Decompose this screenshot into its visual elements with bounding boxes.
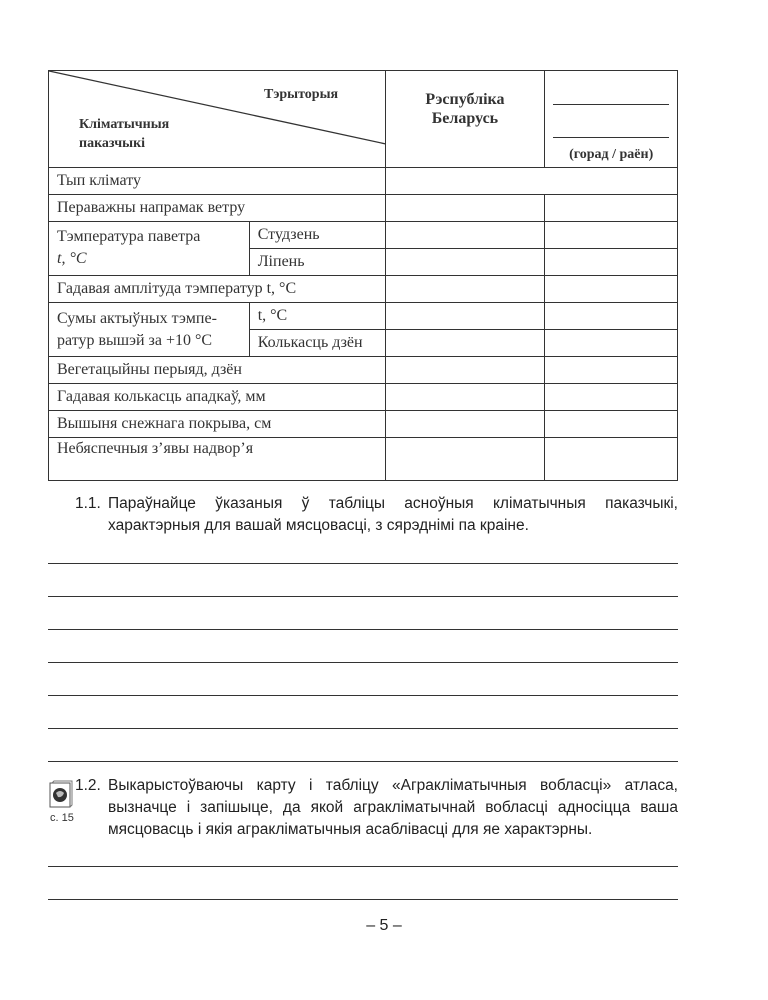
answer-line[interactable] — [48, 629, 678, 630]
own-locality-header[interactable]: (горад / раён) — [545, 71, 678, 168]
task-1-1: 1.1. Параўнайце ўказаныя ў табліцы асноўныя кліматычныя паказчыкі, характэрныя для вашай мясцовасці, з сярэднімі па краіне. — [75, 495, 678, 534]
indicators-label: Кліматычныя паказчыкі — [79, 117, 170, 151]
atlas-icon — [49, 780, 73, 808]
table-row: Тып клімату — [49, 168, 678, 195]
page-number: – 5 – — [366, 917, 402, 934]
table-row: Гадавая колькасць ападкаў, мм — [49, 384, 678, 411]
answer-line[interactable] — [48, 899, 678, 900]
answer-line[interactable] — [48, 866, 678, 867]
answer-line[interactable] — [48, 761, 678, 762]
territory-label: Тэрыторыя — [264, 87, 339, 102]
table-row: Вегетацыйны перыяд, дзён — [49, 357, 678, 384]
table-row: Небяспечныя з’явы надвор’я — [49, 438, 678, 481]
table-row: Гадавая амплітуда тэмператур t, °C — [49, 276, 678, 303]
answer-line[interactable] — [48, 662, 678, 663]
atlas-page-ref: с. 15 — [50, 812, 74, 824]
table-row: Тэмпература паветра t, °C Студзень — [49, 222, 678, 249]
answer-line[interactable] — [48, 596, 678, 597]
answer-line[interactable] — [48, 728, 678, 729]
republic-header: Рэспубліка Беларусь — [385, 71, 545, 168]
climate-table — [48, 70, 678, 481]
answer-line[interactable] — [48, 695, 678, 696]
table-row: Колькасць дзён — [49, 330, 678, 357]
task-1-2: 1.2. Выкарыстоўваючы карту і табліцу «Агракліматычныя вобласці» атласа, вызначце і запішыце, да якой агракліматычнай вобласці адносіцца ваша мясцовасць і якія агракліматычныя асаблівасці для яе характэрны. — [75, 777, 678, 838]
answer-line[interactable] — [48, 563, 678, 564]
diagonal-header-cell — [49, 71, 386, 168]
table-row: Ліпень — [49, 249, 678, 276]
table-row: Сумы актыўных тэмпе- ратур вышэй за +10 °C t, °C — [49, 303, 678, 330]
table-row: Пераважны напрамак ветру — [49, 195, 678, 222]
table-row: Вышыня снежнага покрыва, см — [49, 411, 678, 438]
